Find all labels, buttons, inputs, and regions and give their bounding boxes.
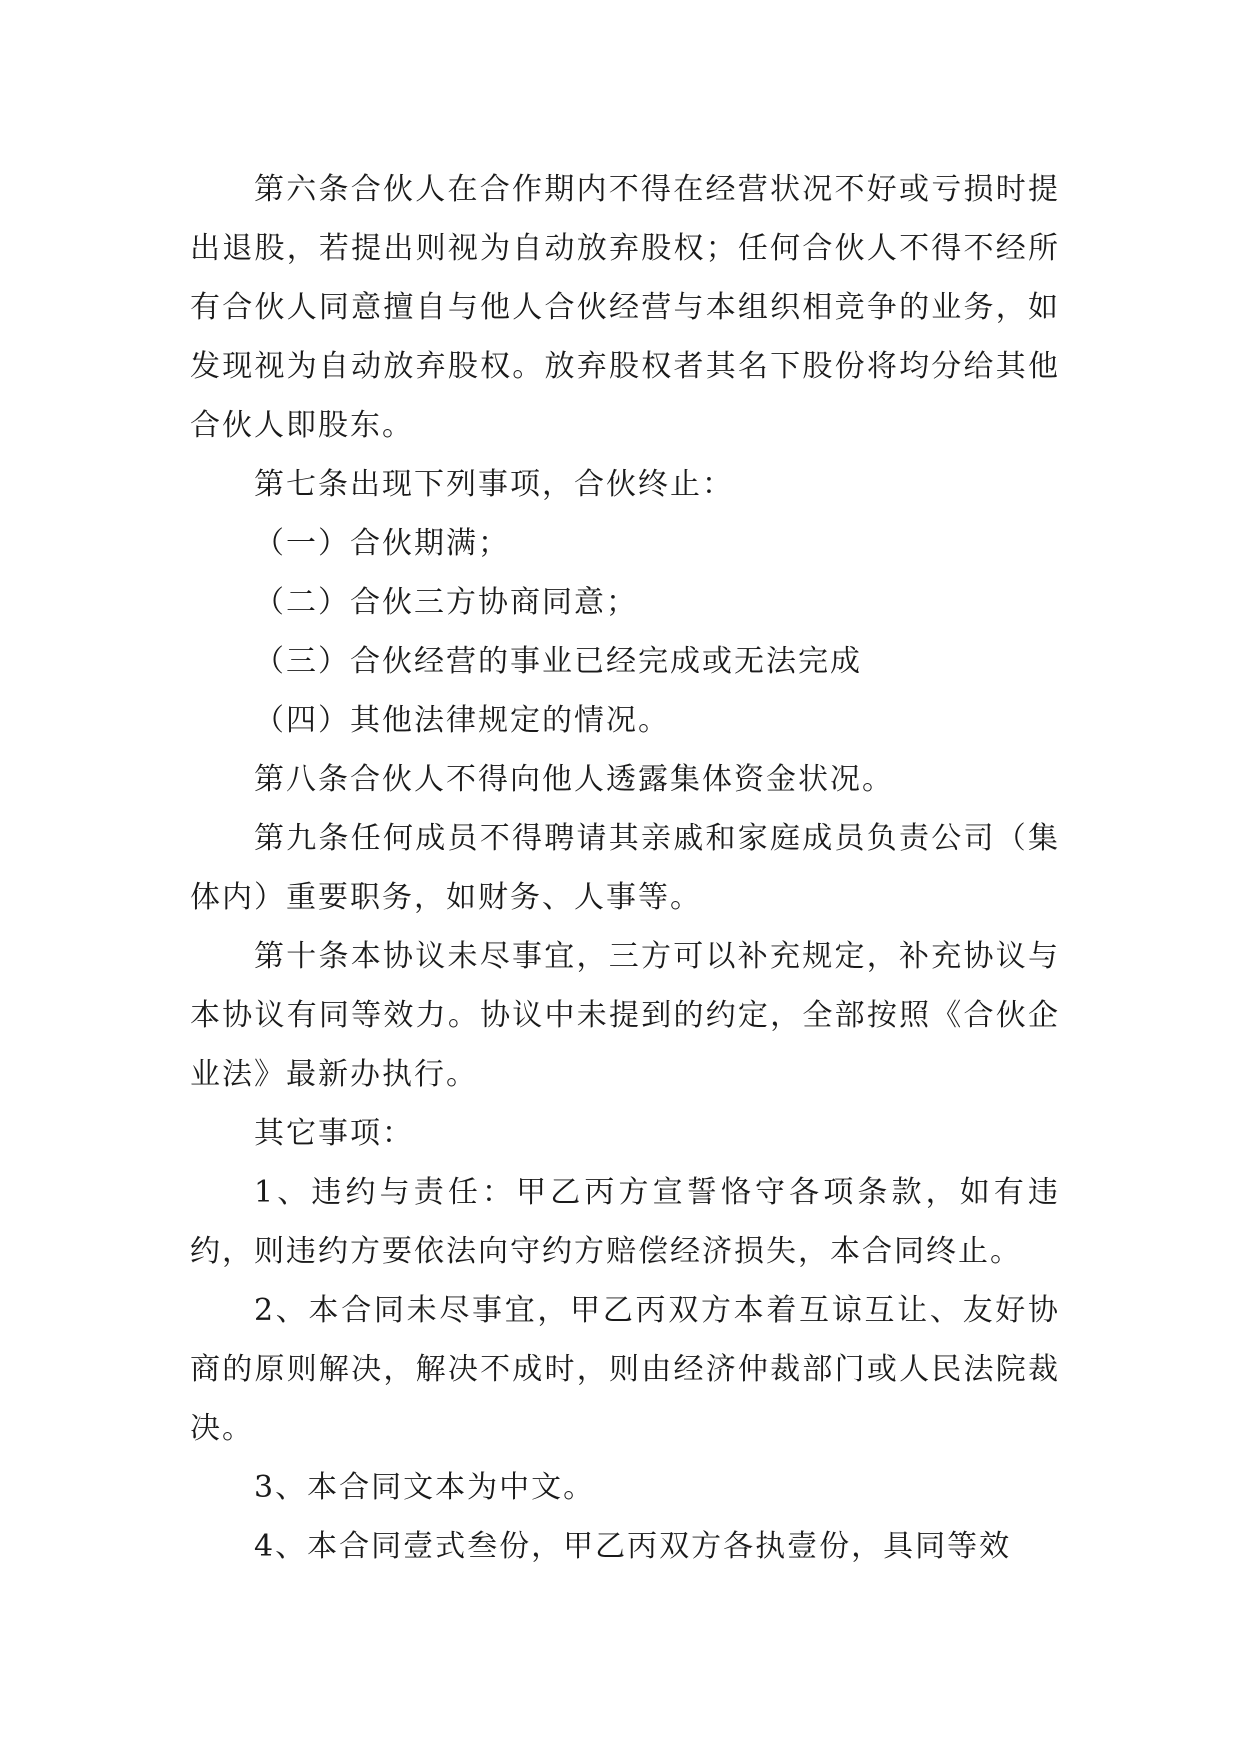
- other-matters-heading: 其它事项：: [254, 1116, 414, 1151]
- other-matter-2: 2、本合同未尽事宜，甲乙丙双方本着互谅互让、友好协商的原则解决，解决不成时，则由经济仲裁部门或人民法院裁决。: [190, 1293, 1060, 1446]
- termination-item-3: （三）合伙经营的事业已经完成或无法完成: [254, 644, 862, 679]
- other-matter-1: 1、违约与责任：甲乙丙方宣誓恪守各项条款，如有违约，则违约方要依法向守约方赔偿经济损失，本合同终止。: [190, 1175, 1060, 1269]
- article-8-paragraph: 第八条合伙人不得向他人透露集体资金状况。: [254, 762, 894, 797]
- document-body: [190, 160, 1060, 1576]
- article-6-paragraph: 第六条合伙人在合作期内不得在经营状况不好或亏损时提出退股，若提出则视为自动放弃股权；任何合伙人不得不经所有合伙人同意擅自与他人合伙经营与本组织相竞争的业务，如发现视为自动放弃股权。放弃股权者其名下股份将均分给其他合伙人即股东。: [190, 172, 1060, 443]
- termination-item-1: （一）合伙期满；: [254, 526, 510, 561]
- other-matter-4: 4、本合同壹式叁份，甲乙丙双方各执壹份，具同等效: [254, 1529, 1012, 1564]
- article-9-paragraph: 第九条任何成员不得聘请其亲戚和家庭成员负责公司（集体内）重要职务，如财务、人事等。: [190, 821, 1060, 915]
- termination-item-2: （二）合伙三方协商同意；: [254, 585, 638, 620]
- other-matter-3: 3、本合同文本为中文。: [254, 1470, 596, 1505]
- article-10-paragraph: 第十条本协议未尽事宜，三方可以补充规定，补充协议与本协议有同等效力。协议中未提到的约定，全部按照《合伙企业法》最新办执行。: [190, 939, 1060, 1092]
- termination-item-4: （四）其他法律规定的情况。: [254, 703, 670, 738]
- article-7-paragraph: 第七条出现下列事项，合伙终止：: [254, 467, 734, 502]
